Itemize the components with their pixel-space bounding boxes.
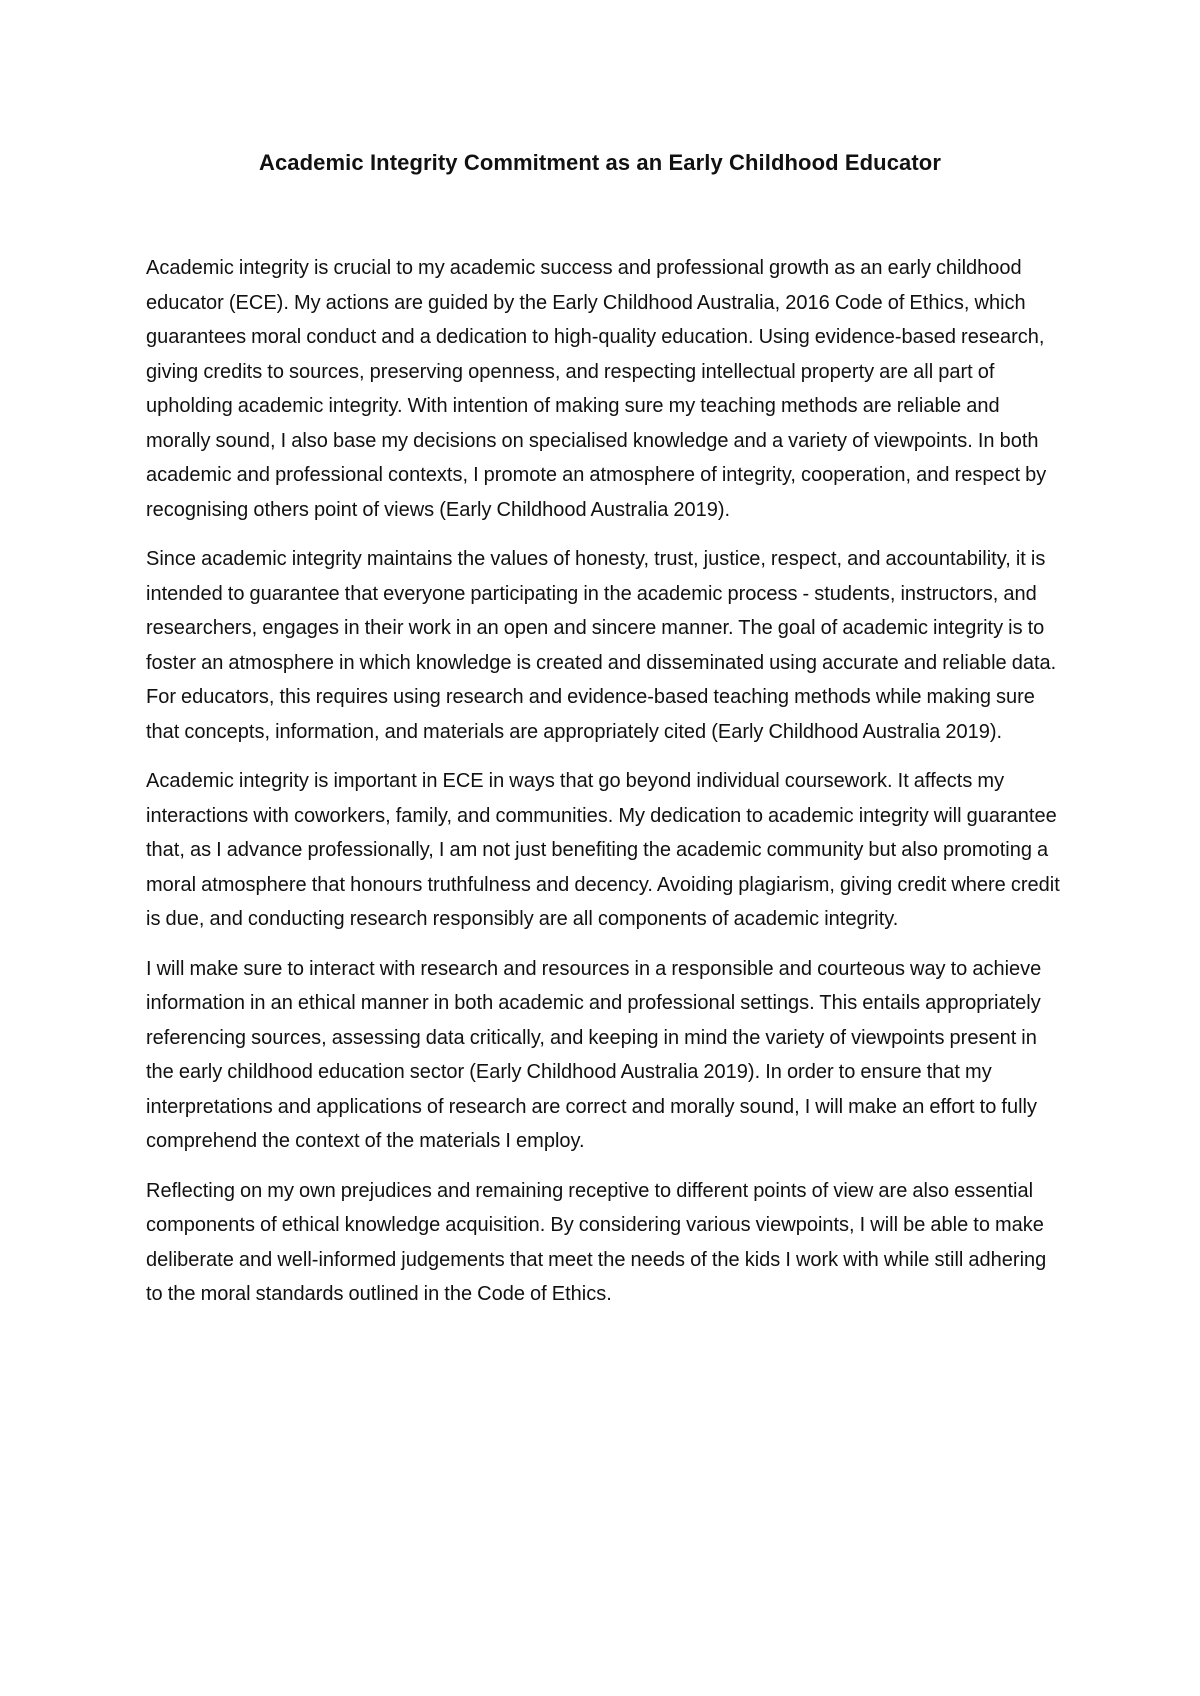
paragraph-3: Academic integrity is important in ECE in ways that go beyond individual coursework. It affects my interactions with coworkers, family, and communities. My dedication to academic integrity will guarantee that, as I advance professionally, I am not just benefiting the academic community but also promoting a moral atmosphere that honours truthfulness and decency. Avoiding plagiarism, giving credit where credit is due, and conducting research responsibly are all components of academic integrity. [146, 770, 1060, 930]
paragraph-4: I will make sure to interact with research and resources in a responsible and courteous way to achieve information in an ethical manner in both academic and professional settings. This entails appropriately referencing sources, assessing data critically, and keeping in mind the variety of viewpoints present in the early childhood education sector (Early Childhood Australia 2019). In order to ensure that my interpretations and applications of research are correct and morally sound, I will make an effort to fully comprehend the context of the materials I employ. [146, 957, 1042, 1152]
document-body [146, 251, 1061, 1327]
document-title: Academic Integrity Commitment as an Early Childhood Educator [258, 150, 942, 175]
paragraph-5: Reflecting on my own prejudices and remaining receptive to different points of view are also essential components of ethical knowledge acquisition. By considering various viewpoints, I will be able to make deliberate and well-informed judgements that meet the needs of the kids I work with while still adhering to the moral standards outlined in the Code of Ethics. [146, 1179, 1047, 1305]
paragraph-2: Since academic integrity maintains the values of honesty, trust, justice, respect, and accountability, it is intended to guarantee that everyone participating in the academic process - students, instructors, and researchers, engages in their work in an open and sincere manner. The goal of academic integrity is to foster an atmosphere in which knowledge is created and disseminated using accurate and reliable data. For educators, this requires using research and evidence-based teaching methods while making sure that concepts, information, and materials are appropriately cited (Early Childhood Australia 2019). [146, 548, 1057, 743]
paragraph-1: Academic integrity is crucial to my academic success and professional growth as an early childhood educator (ECE). My actions are guided by the Early Childhood Australia, 2016 Code of Ethics, which guarantees moral conduct and a dedication to high-quality education. Using evidence-based research, giving credits to sources, preserving openness, and respecting intellectual property are all part of upholding academic integrity. With intention of making sure my teaching methods are reliable and morally sound, I also base my decisions on specialised knowledge and a variety of viewpoints. In both academic and professional contexts, I promote an atmosphere of integrity, cooperation, and respect by recognising others point of views (Early Childhood Australia 2019). [146, 257, 1047, 521]
